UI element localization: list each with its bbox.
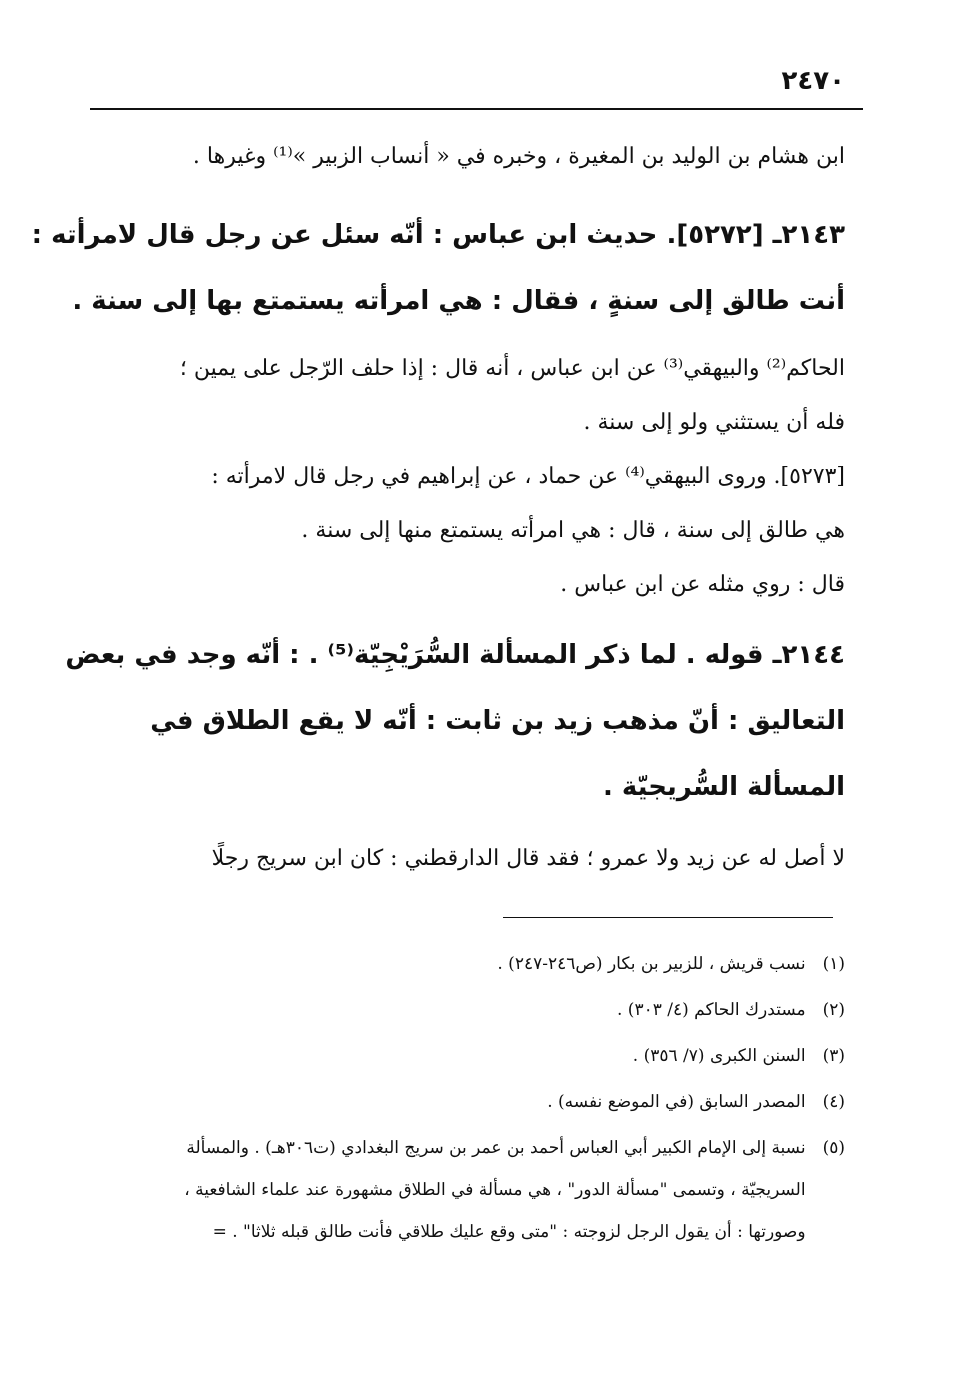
paragraph-line: هي طالق إلى سنة ، قال : هي امرأته يستمتع منها إلى سنة . xyxy=(301,518,845,543)
footnote-number: (٢) xyxy=(822,1000,845,1020)
footnote-5 xyxy=(96,1138,845,1158)
footnote-5-cont xyxy=(96,1222,845,1242)
footnote-text: المصدر السابق (في الموضع نفسه) . xyxy=(547,1092,806,1112)
footnote-text: نسبة إلى الإمام الكبير أبي العباس أحمد بن عمر بن سريج البغدادي (ت٣٠٦هـ) . والمسألة xyxy=(186,1138,806,1158)
paragraph-line: لا أصل له عن زيد ولا عمرو ؛ فقد قال الدارقطني : كان ابن سريج رجلًا xyxy=(211,846,845,871)
heading-2144-line-3: المسألة السُّريجيّة . xyxy=(602,772,845,802)
footnote-1 xyxy=(96,954,845,974)
footnote-text: نسب قريش ، للزبير بن بكار (ص٢٤٦-٢٤٧) . xyxy=(497,954,806,974)
page-number: ٢٤٧٠ xyxy=(781,66,845,96)
paragraph-line: ابن هشام بن الوليد بن المغيرة ، وخبره في « أنساب الزبير »⁽¹⁾ وغيرها . xyxy=(192,144,845,169)
footnote-number: (٤) xyxy=(822,1092,845,1112)
footnote-text: وصورتها : أن يقول الرجل لزوجته : "متى وقع عليك طلاقي فأنت طالق قبله ثلاثا" . = xyxy=(212,1222,806,1242)
paragraph-line: قال : روي مثله عن ابن عباس . xyxy=(560,572,845,597)
heading-2144-line-2: التعاليق : أنّ مذهب زيد بن ثابت : أنّه لا يقع الطلاق في xyxy=(150,706,845,736)
footnote-number: (٥) xyxy=(822,1138,845,1158)
heading-2143-line-2: أنت طالق إلى سنةٍ ، فقال : هي امرأته يستمتع بها إلى سنة . xyxy=(72,286,845,316)
heading-2144-line-1: ٢١٤٤ـ قوله . لما ذكر المسألة السُّرَيْجِيّة⁽⁵⁾ . : أنّه وجد في بعض xyxy=(65,640,845,670)
footnote-5-cont xyxy=(96,1180,845,1200)
footnote-text: مستدرك الحاكم (٤/ ٣٠٣) . xyxy=(617,1000,806,1020)
footnote-number: (١) xyxy=(822,954,845,974)
paragraph-line: فله أن يستثني ولو إلى سنة . xyxy=(583,410,845,435)
footnote-text: السنن الكبرى (٧/ ٣٥٦) . xyxy=(632,1046,806,1066)
footnote-number: (٣) xyxy=(822,1046,845,1066)
paragraph-line: الحاكم⁽²⁾ والبيهقي⁽³⁾ عن ابن عباس ، أنه قال : إذا حلف الرّجل على يمين ؛ xyxy=(179,356,845,381)
footnote-text: السريجيّة ، وتسمى "مسألة الدور" ، هي مسألة في الطلاق مشهورة عند علماء الشافعية ، xyxy=(184,1180,806,1200)
footnote-3 xyxy=(96,1046,845,1066)
footnotes xyxy=(31,0,845,1384)
heading-2143-line-1: ٢١٤٣ـ [٥٢٧٢]. حديث ابن عباس : أنّه سئل عن رجل قال لامرأته : xyxy=(31,220,845,250)
footnote-2 xyxy=(96,1000,845,1020)
paragraph-line: [٥٢٧٣]. وروى البيهقي⁽⁴⁾ عن حماد ، عن إبراهيم في رجل قال لامرأته : xyxy=(211,464,845,489)
footnote-4 xyxy=(96,1092,845,1112)
